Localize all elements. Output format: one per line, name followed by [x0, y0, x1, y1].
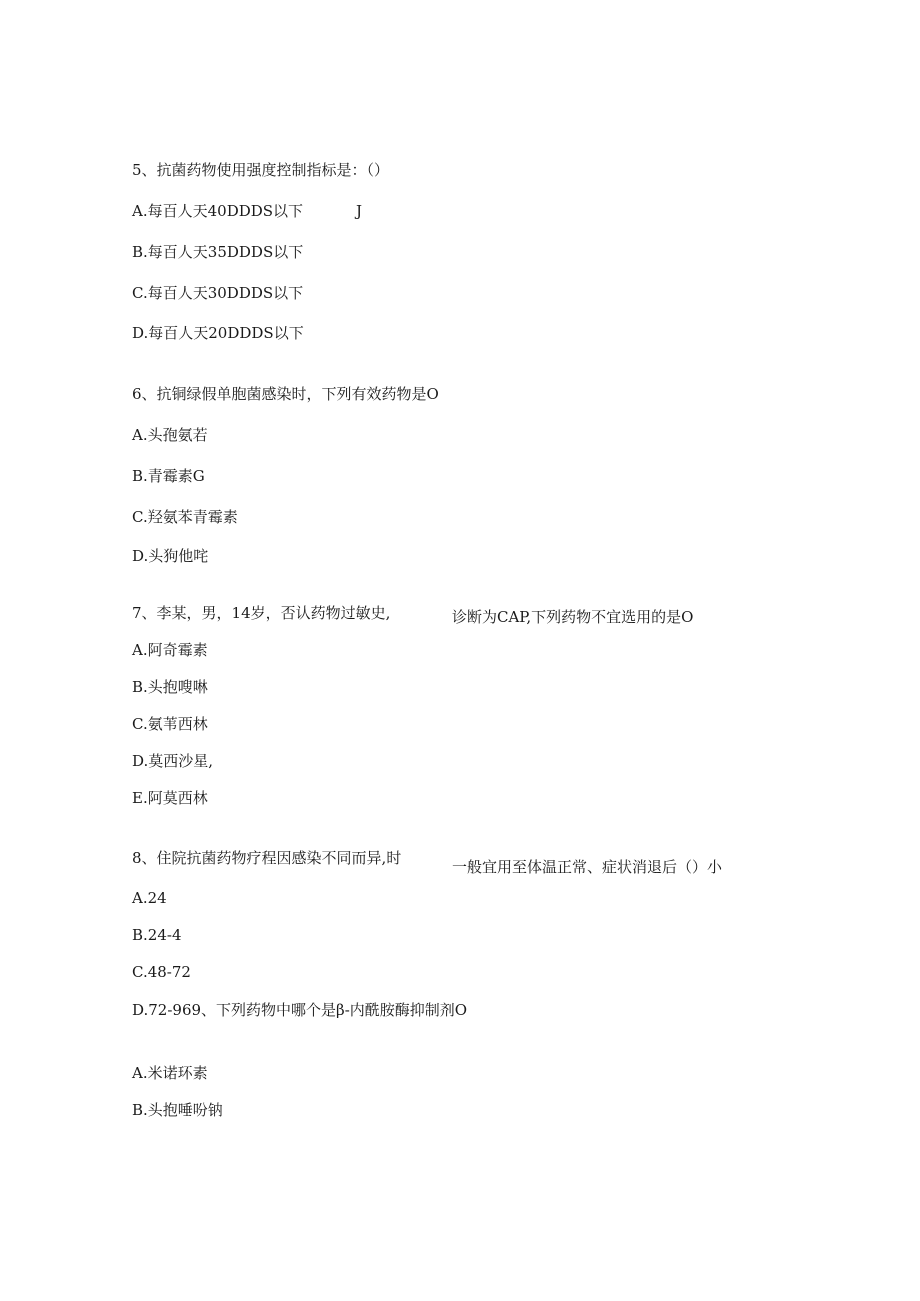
question-6-stem: 6、抗铜绿假单胞菌感染时，下列有效药物是O — [132, 385, 439, 403]
question-8-stem-part2: 一般宜用至体温正常、症状消退后（）小 — [452, 858, 723, 876]
question-8-option-d-and-question-9-stem: D.72-969、下列药物中哪个是β-内酰胺酶抑制剂O — [132, 1001, 468, 1019]
stray-mark: J — [356, 202, 363, 220]
question-7-stem-part1: 7、李某，男，14岁，否认药物过敏史, — [132, 604, 391, 622]
question-5-stem: 5、抗菌药物使用强度控制指标是：（） — [132, 161, 390, 179]
question-8-option-a: A.24 — [132, 889, 167, 907]
question-7-option-d: D.莫西沙星, — [132, 752, 214, 770]
question-5-option-d: D.每百人天20DDDS以下 — [132, 324, 304, 342]
question-8-stem-part1: 8、住院抗菌药物疗程因感染不同而异,时 — [132, 849, 402, 867]
question-9-option-b: B.头抱唾吩钠 — [132, 1101, 223, 1119]
question-9-option-a: A.米诺环素 — [132, 1064, 208, 1082]
question-5-option-c: C.每百人天30DDDS以下 — [132, 284, 304, 302]
question-8-option-c: C.48-72 — [132, 963, 191, 981]
question-6-option-d: D.头狗他咤 — [132, 547, 209, 565]
question-7-option-e: E.阿莫西林 — [132, 789, 208, 807]
question-5-option-b: B.每百人天35DDDS以下 — [132, 243, 304, 261]
question-6-option-a: A.头孢氨若 — [132, 426, 208, 444]
question-6-option-c: C.羟氨苯青霉素 — [132, 508, 238, 526]
question-7-option-a: A.阿奇霉素 — [132, 641, 208, 659]
question-7-option-c: C.氨苇西林 — [132, 715, 208, 733]
question-6-option-b: B.青霉素G — [132, 467, 205, 485]
question-5-option-a: A.每百人天40DDDS以下 — [132, 202, 304, 220]
question-7-option-b: B.头抱嗖啉 — [132, 678, 208, 696]
question-7-stem-part2: 诊断为CAP,下列药物不宜选用的是O — [452, 608, 694, 626]
question-8-option-b: B.24-4 — [132, 926, 182, 944]
